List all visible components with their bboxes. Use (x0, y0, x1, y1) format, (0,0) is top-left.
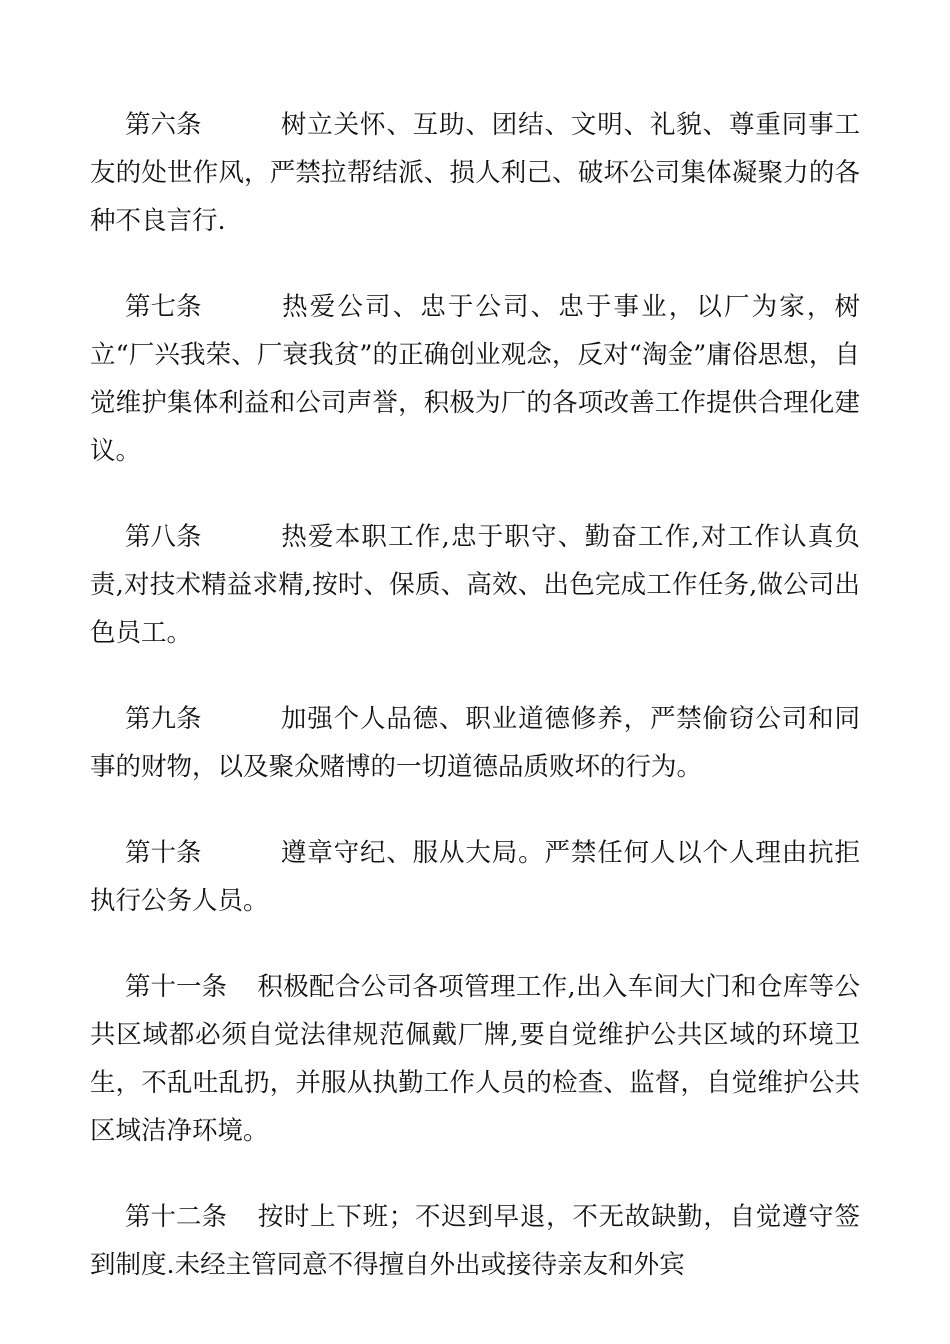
article-10 (90, 829, 860, 925)
article-text: 积极配合公司各项管理工作,出入车间大门和仓库等公共区域都必须自觉法律规范佩戴厂牌,要自觉维护公共区域的环境卫生，不乱吐乱扔，并服从执勤工作人员的检查、监督，自觉维护公共区域洁净环境。 (90, 972, 860, 1146)
article-text: 遵章守纪、服从大局。严禁任何人以个人理由抗拒执行公务人员。 (90, 838, 860, 916)
article-12 (90, 1193, 860, 1289)
article-text: 热爱公司、忠于公司、忠于事业，以厂为家，树立“厂兴我荣、厂衰我贫”的正确创业观念，反对“淘金”庸俗思想，自觉维护集体利益和公司声誉，积极为厂的各项改善工作提供合理化建议。 (90, 292, 860, 466)
article-9 (90, 695, 860, 791)
document-page (90, 101, 860, 1327)
article-11 (90, 963, 860, 1155)
article-number: 第十二条 (125, 1202, 228, 1232)
article-text: 加强个人品德、职业道德修养，严禁偷窃公司和同事的财物，以及聚众赌博的一切道德品质败坏的行为。 (90, 704, 860, 782)
article-number: 第十条 (125, 838, 202, 868)
article-number: 第九条 (125, 704, 202, 734)
article-8 (90, 513, 860, 657)
article-text: 热爱本职工作,忠于职守、勤奋工作,对工作认真负责,对技术精益求精,按时、保质、高效、出色完成工作任务,做公司出色员工。 (90, 522, 860, 648)
article-text: 树立关怀、互助、团结、文明、礼貌、尊重同事工友的处世作风，严禁拉帮结派、损人利己、破坏公司集体凝聚力的各种不良言行. (90, 110, 860, 236)
article-number: 第八条 (125, 522, 202, 552)
article-number: 第十一条 (125, 972, 228, 1002)
article-6 (90, 101, 860, 245)
article-text: 按时上下班；不迟到早退，不无故缺勤，自觉遵守签到制度.未经主管同意不得擅自外出或接待亲友和外宾 (90, 1202, 860, 1280)
article-number: 第七条 (125, 292, 202, 322)
article-7 (90, 283, 860, 475)
article-number: 第六条 (125, 110, 202, 140)
